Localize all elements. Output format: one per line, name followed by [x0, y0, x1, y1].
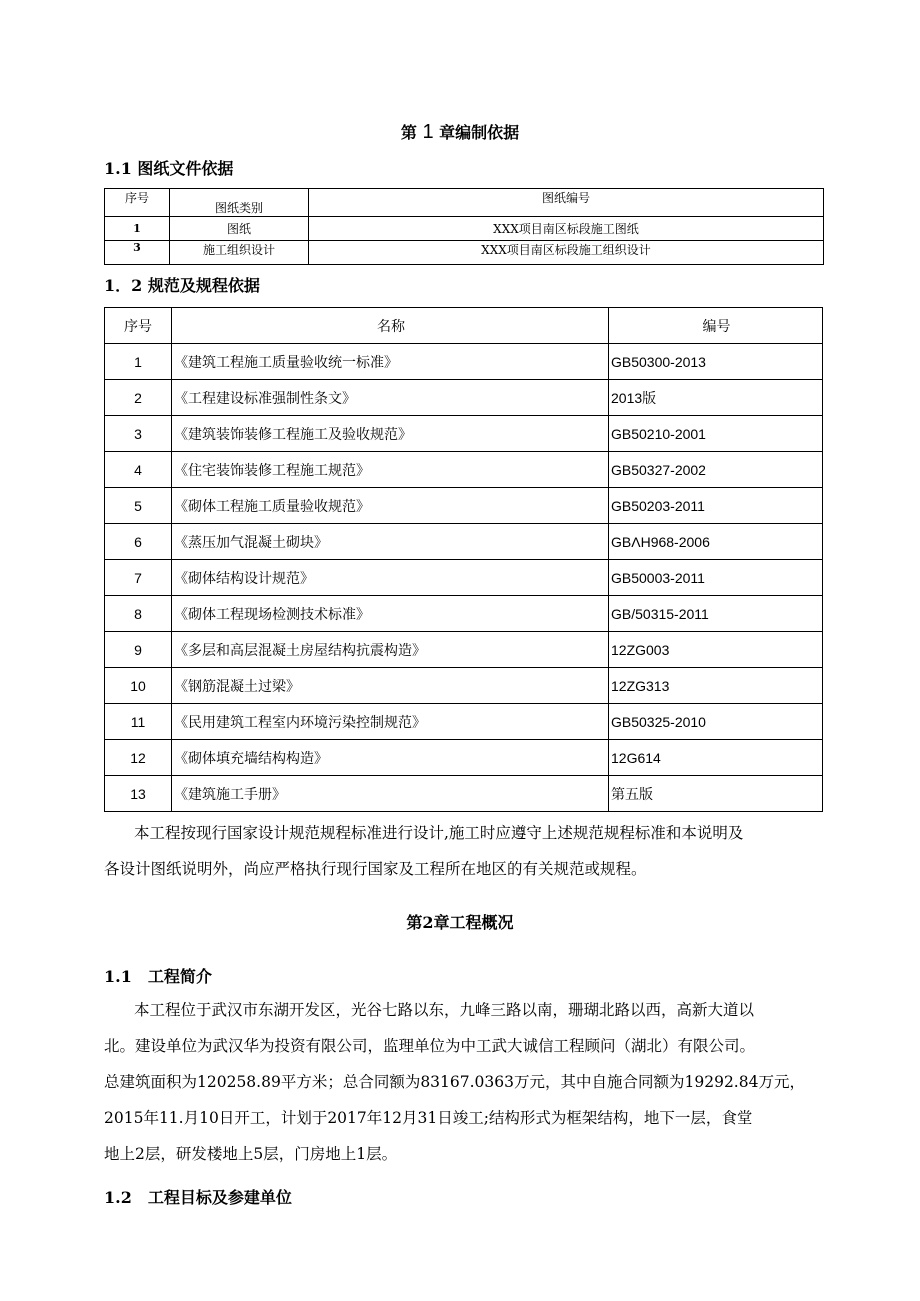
table-cell: 2013版 [609, 380, 823, 416]
header-cell: 名称 [172, 308, 609, 344]
chapter-1-title [0, 120, 920, 144]
intro-paragraph [104, 992, 824, 1172]
header-cell: 序号 [105, 189, 170, 217]
table-cell: 5 [105, 488, 172, 524]
drawings-table [104, 188, 824, 265]
section-1-2-title: 1．2 规范及规程依据 [104, 276, 260, 295]
line-text: 本工程位于武汉市东湖开发区，光谷七路以东，九峰三路以南，珊瑚北路以西，高新大道以 [134, 1001, 755, 1019]
table-cell: 《工程建设标准强制性条文》 [172, 380, 609, 416]
table-cell: 3 [105, 241, 170, 265]
table-cell: 第五版 [609, 776, 823, 812]
header-cell: 序号 [105, 308, 172, 344]
chapter-1-prefix: 第 [400, 123, 417, 142]
paragraph-line [104, 1028, 824, 1064]
table-cell: 《建筑工程施工质量验收统一标准》 [172, 344, 609, 380]
table-row [105, 560, 823, 596]
table-cell: GB50325-2010 [609, 704, 823, 740]
header-cell: 图纸类别 [170, 189, 309, 217]
line-text: 地上2层，研发楼地上5层，门房地上1层。 [104, 1145, 398, 1163]
line-text: 北。建设单位为武汉华为投资有限公司，监理单位为中工武大诚信工程顾问（湖北）有限公司。 [104, 1037, 756, 1055]
section-1-1-title: 1.1 图纸文件依据 [104, 159, 234, 178]
table-cell: 12ZG313 [609, 668, 823, 704]
section-2-2-title: 1.2 工程目标及参建单位 [104, 1188, 292, 1207]
table-row [105, 740, 823, 776]
table-cell: 《民用建筑工程室内环境污染控制规范》 [172, 704, 609, 740]
table-cell: 8 [105, 596, 172, 632]
table-row [105, 776, 823, 812]
paragraph-line [104, 1136, 824, 1172]
table-header-row [105, 308, 823, 344]
table-row [105, 344, 823, 380]
table-cell: 《多层和高层混凝土房屋结构抗震构造》 [172, 632, 609, 668]
table-cell: GB50003-2011 [609, 560, 823, 596]
table-cell: GB50210-2001 [609, 416, 823, 452]
table-header-row [105, 189, 824, 217]
table-cell: 施工组织设计 [170, 241, 309, 265]
table-cell: 《砌体填充墙结构构造》 [172, 740, 609, 776]
table-cell: 12 [105, 740, 172, 776]
table-cell: 1 [105, 217, 170, 241]
line-text: 本工程按现行国家设计规范规程标准进行设计,施工时应遵守上述规范规程标准和本说明及 [134, 824, 744, 842]
table-row [105, 668, 823, 704]
table-row [105, 217, 824, 241]
paragraph-line [104, 1064, 824, 1100]
table-cell: 9 [105, 632, 172, 668]
table-cell: 12ZG003 [609, 632, 823, 668]
table-cell: XXX项目南区标段施工组织设计 [309, 241, 824, 265]
table-cell: 《建筑装饰装修工程施工及验收规范》 [172, 416, 609, 452]
standards-table [104, 307, 823, 812]
table-cell: GBΛH968-2006 [609, 524, 823, 560]
table-cell: 4 [105, 452, 172, 488]
line-text: 总建筑面积为120258.89平方米；总合同额为83167.0363万元，其中自施合同额为19292.84万元， [104, 1073, 805, 1091]
table-row [105, 704, 823, 740]
table-cell: 《砌体工程现场检测技术标准》 [172, 596, 609, 632]
table-cell: GB/50315-2011 [609, 596, 823, 632]
table-cell: 13 [105, 776, 172, 812]
table-cell: 《钢筋混凝土过梁》 [172, 668, 609, 704]
chapter-1-number: 1 [422, 121, 434, 143]
table-row [105, 488, 823, 524]
table-cell: 2 [105, 380, 172, 416]
table-cell: GB50327-2002 [609, 452, 823, 488]
paragraph-line [104, 992, 824, 1028]
table-cell: XXX项目南区标段施工图纸 [309, 217, 824, 241]
table-row [105, 452, 823, 488]
table-row [105, 380, 823, 416]
table-cell: 7 [105, 560, 172, 596]
note-paragraph [104, 815, 824, 887]
table-cell: GB50203-2011 [609, 488, 823, 524]
chapter-2-title: 第2章工程概况 [406, 913, 514, 932]
table-cell: GB50300-2013 [609, 344, 823, 380]
table-cell: 图纸 [170, 217, 309, 241]
table-cell: 《蒸压加气混凝土砌块》 [172, 524, 609, 560]
chapter-1-suffix: 章编制依据 [439, 123, 520, 142]
paragraph-line [104, 815, 824, 851]
table-cell: 12G614 [609, 740, 823, 776]
table-cell: 《砌体结构设计规范》 [172, 560, 609, 596]
table-row [105, 241, 824, 265]
table-cell: 《建筑施工手册》 [172, 776, 609, 812]
table-cell: 6 [105, 524, 172, 560]
paragraph-line [104, 1100, 824, 1136]
table-cell: 《住宅装饰装修工程施工规范》 [172, 452, 609, 488]
table-row [105, 416, 823, 452]
line-text: 各设计图纸说明外，尚应严格执行现行国家及工程所在地区的有关规范或规程。 [104, 860, 647, 878]
table-row [105, 596, 823, 632]
table-cell: 《砌体工程施工质量验收规范》 [172, 488, 609, 524]
header-cell: 图纸编号 [309, 189, 824, 217]
table-cell: 1 [105, 344, 172, 380]
header-cell: 编号 [609, 308, 823, 344]
table-cell: 3 [105, 416, 172, 452]
section-2-1-title: 1.1 工程简介 [104, 967, 212, 986]
table-row [105, 524, 823, 560]
table-row [105, 632, 823, 668]
table-cell: 10 [105, 668, 172, 704]
line-text: 2015年11.月10日开工，计划于2017年12月31日竣工;结构形式为框架结构，地下一层，食堂 [104, 1109, 753, 1127]
table-cell: 11 [105, 704, 172, 740]
paragraph-line [104, 851, 824, 887]
